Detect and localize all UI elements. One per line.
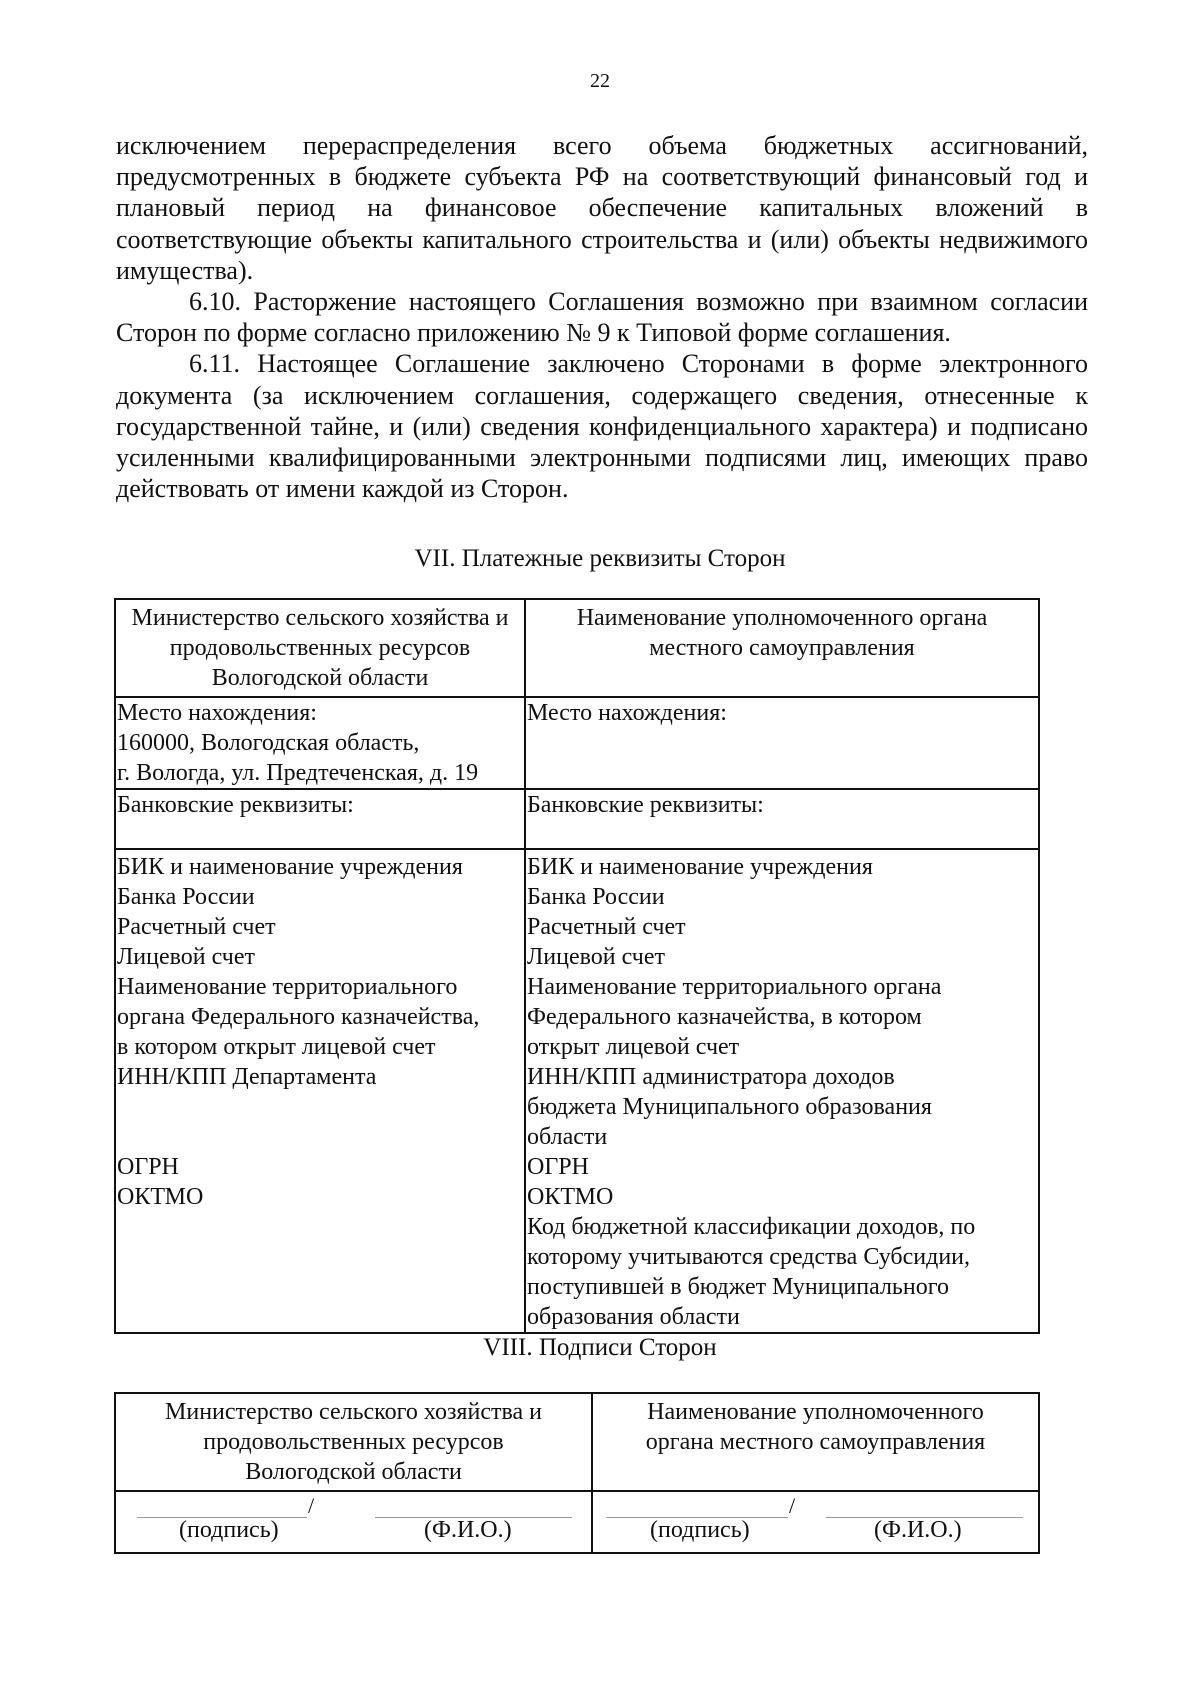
signature-caption: (подпись): [179, 1517, 279, 1543]
right-signatory-header: Наименование уполномоченного органа местного самоуправления: [592, 1393, 1039, 1491]
name-caption: (Ф.И.О.): [874, 1517, 962, 1543]
detail-line: ОГРН: [117, 1154, 179, 1180]
detail-line: Расчетный счет: [527, 914, 686, 940]
bank-details-label: Банковские реквизиты:: [527, 792, 764, 818]
right-bank-label-cell: [525, 789, 1039, 849]
detail-line: поступившей в бюджет Муниципального: [527, 1274, 949, 1300]
body-text: [116, 130, 1088, 504]
table-row: [115, 1491, 1039, 1553]
table-row: [115, 789, 1039, 849]
right-details-cell: [525, 849, 1039, 1333]
detail-line: ИНН/КПП Департамента: [117, 1064, 377, 1090]
section-8-title: VIII. Подписи Сторон: [483, 1334, 717, 1361]
detail-line: образования области: [527, 1304, 740, 1330]
detail-line: Банка России: [117, 884, 255, 910]
detail-line: в котором открыт лицевой счет: [117, 1034, 436, 1060]
detail-line: БИК и наименование учреждения: [117, 854, 463, 880]
detail-line: ИНН/КПП администратора доходов: [527, 1064, 895, 1090]
left-party-header: Министерство сельского хозяйства и продовольственных ресурсов Вологодской области: [115, 599, 525, 697]
left-signature-cell: [115, 1491, 592, 1553]
table-row: [115, 849, 1039, 1333]
detail-line: бюджета Муниципального образования: [527, 1094, 932, 1120]
detail-line: Федерального казначейства, в котором: [527, 1004, 922, 1030]
left-location-cell: [115, 697, 525, 789]
section-7-title: VII. Платежные реквизиты Сторон: [414, 545, 786, 572]
detail-line: Наименование территориального: [117, 974, 458, 1000]
blank-line: [117, 1122, 524, 1152]
detail-line: ОГРН: [527, 1154, 589, 1180]
detail-line: Наименование территориального органа: [527, 974, 942, 1000]
blank-line: [117, 1092, 524, 1122]
right-signature-cell: [592, 1491, 1039, 1553]
detail-line: Лицевой счет: [527, 944, 666, 970]
bank-details-label: Банковские реквизиты:: [117, 792, 354, 818]
postal-address-line: 160000, Вологодская область,: [117, 730, 420, 756]
right-location-cell: [525, 697, 1039, 789]
paragraph-continuation: исключением перераспределения всего объема бюджетных ассигнований, предусмотренных в бюджете субъекта РФ на соответствующий финансовый год и плановый период на финансовое обеспечение капитальных вложений в соответствующие объекты капитального строительства и (или) объекты недвижимого имущества).: [116, 131, 1088, 285]
paragraph-6-11: 6.11. Настоящее Соглашение заключено Сторонами в форме электронного документа (за исключением соглашения, содержащего сведения, отнесенные к государственной тайне, и (или) сведения конфиденциального характера) и подписано усиленными квалифицированными электронными подписями лиц, имеющих право действовать от имени каждой из Сторон.: [116, 349, 1088, 504]
paragraph-6-10: 6.10. Расторжение настоящего Соглашения возможно при взаимном согласии Сторон по форме согласно приложению № 9 к Типовой форме соглашения.: [116, 287, 1088, 348]
detail-line: ОКТМО: [117, 1184, 204, 1210]
detail-line: Расчетный счет: [117, 914, 276, 940]
detail-line: Лицевой счет: [117, 944, 256, 970]
table-row: [115, 1393, 1039, 1491]
detail-line: БИК и наименование учреждения: [527, 854, 873, 880]
left-bank-label-cell: [115, 789, 525, 849]
detail-line: которому учитываются средства Субсидии,: [527, 1244, 971, 1270]
separator-slash: /: [308, 1493, 315, 1518]
left-signatory-header: Министерство сельского хозяйства и продовольственных ресурсов Вологодской области: [115, 1393, 592, 1491]
signatures-table: [114, 1392, 1040, 1554]
location-label: Место нахождения:: [527, 700, 727, 726]
detail-line: Код бюджетной классификации доходов, по: [527, 1214, 976, 1240]
right-party-header: Наименование уполномоченного органа местного самоуправления: [525, 599, 1039, 697]
signature-caption: (подпись): [650, 1517, 750, 1543]
payment-details-table: [114, 598, 1040, 1334]
detail-line: открыт лицевой счет: [527, 1034, 740, 1060]
left-details-cell: [115, 849, 525, 1333]
street-address-line: г. Вологда, ул. Предтеченская, д. 19: [117, 760, 479, 786]
table-row: [115, 697, 1039, 789]
detail-line: ОКТМО: [527, 1184, 614, 1210]
table-row: [115, 599, 1039, 697]
page-number: 22: [590, 70, 610, 92]
detail-line: органа Федерального казначейства,: [117, 1004, 480, 1030]
detail-line: области: [527, 1124, 608, 1150]
location-label: Место нахождения:: [117, 700, 317, 726]
name-caption: (Ф.И.О.): [424, 1517, 512, 1543]
separator-slash: /: [789, 1493, 796, 1518]
detail-line: Банка России: [527, 884, 665, 910]
